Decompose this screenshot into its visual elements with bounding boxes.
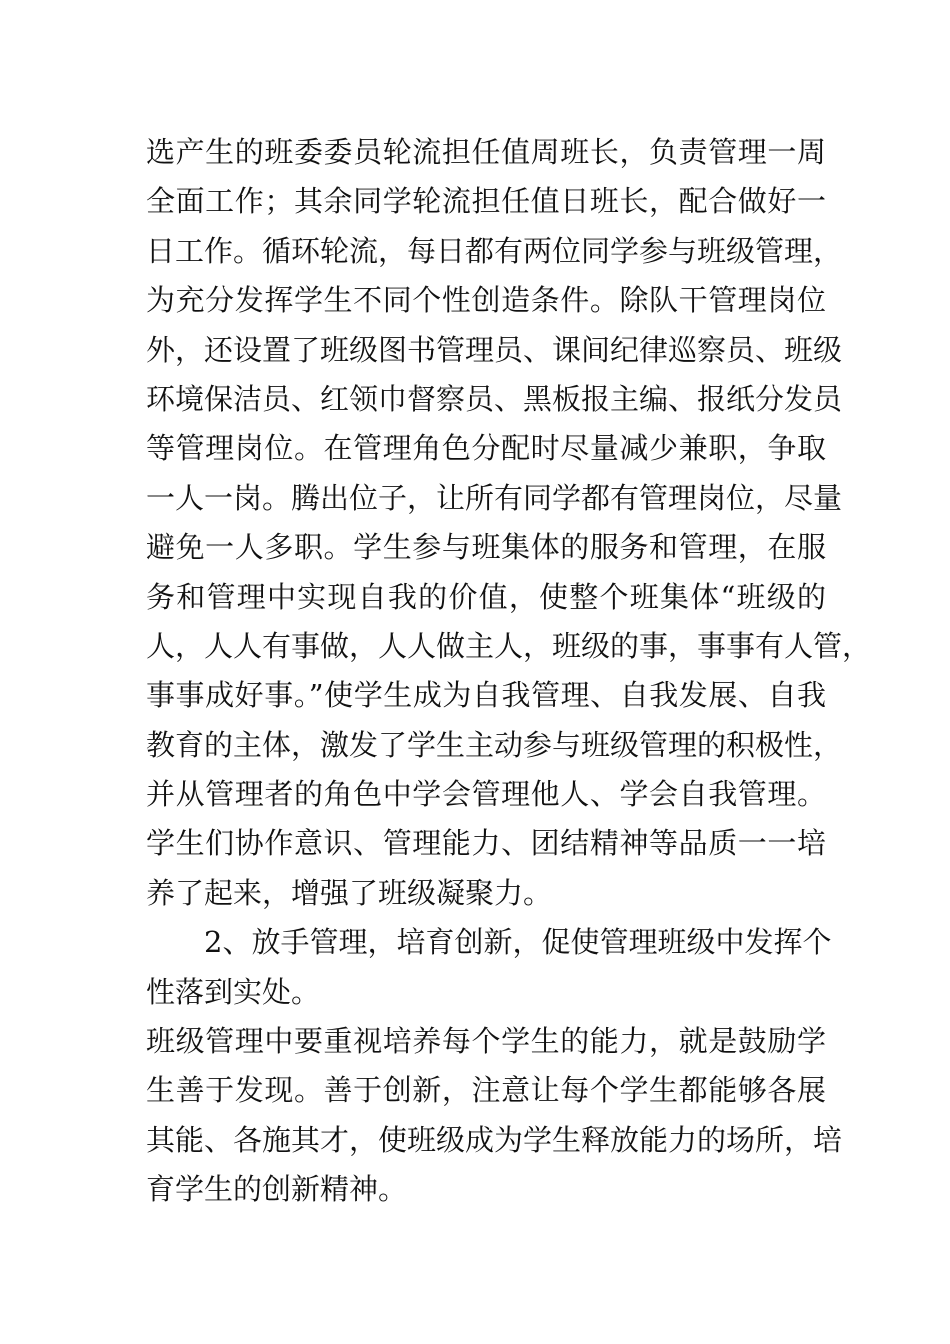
text-line: 生善于发现。善于创新，注意让每个学生都能够各展 (146, 1073, 826, 1108)
text-line: 班级管理中要重视培养每个学生的能力，就是鼓励学 (146, 1024, 826, 1059)
text-line: 教育的主体，激发了学生主动参与班级管理的积极性， (146, 727, 843, 762)
text-line: 人，人人有事做，人人做主人，班级的事，事事有人管， (146, 628, 872, 663)
text-line: 育学生的创新精神。 (146, 1172, 408, 1207)
text-line: 避免一人多职。学生参与班集体的服务和管理，在服 (146, 530, 826, 565)
text-line: 全面工作；其余同学轮流担任值日班长，配合做好一 (146, 184, 826, 219)
text-line: 外，还设置了班级图书管理员、课间纪律巡察员、班级 (146, 332, 843, 367)
text-line: 日工作。循环轮流，每日都有两位同学参与班级管理， (146, 233, 843, 268)
heading-line: 性落到实处。 (146, 974, 321, 1009)
text-line: 事事成好事。”使学生成为自我管理、自我发展、自我 (146, 678, 826, 713)
text-line: 务和管理中实现自我的价值，使整个班集体“班级的 (146, 579, 826, 614)
paragraph-innovation (146, 1017, 843, 1215)
text-line: 等管理岗位。在管理角色分配时尽量减少兼职，争取 (146, 431, 826, 466)
text-line: 选产生的班委委员轮流担任值周班长，负责管理一周 (146, 135, 826, 169)
heading-line: 2、放手管理，培育创新，促使管理班级中发挥个 (204, 925, 832, 960)
text-line: 其能、各施其才，使班级成为学生释放能力的场所，培 (146, 1122, 843, 1157)
text-line: 养了起来，增强了班级凝聚力。 (146, 875, 553, 910)
body-text (146, 128, 872, 1215)
paragraph-class-roles (146, 128, 872, 918)
text-line: 学生们协作意识、管理能力、团结精神等品质一一培 (146, 826, 826, 861)
section-heading-2 (146, 918, 832, 1017)
text-line: 并从管理者的角色中学会管理他人、学会自我管理。 (146, 777, 826, 812)
text-line: 环境保洁员、红领巾督察员、黑板报主编、报纸分发员 (146, 381, 843, 416)
text-line: 为充分发挥学生不同个性创造条件。除队干管理岗位 (146, 283, 826, 318)
text-line: 一人一岗。腾出位子，让所有同学都有管理岗位，尽量 (146, 480, 843, 515)
